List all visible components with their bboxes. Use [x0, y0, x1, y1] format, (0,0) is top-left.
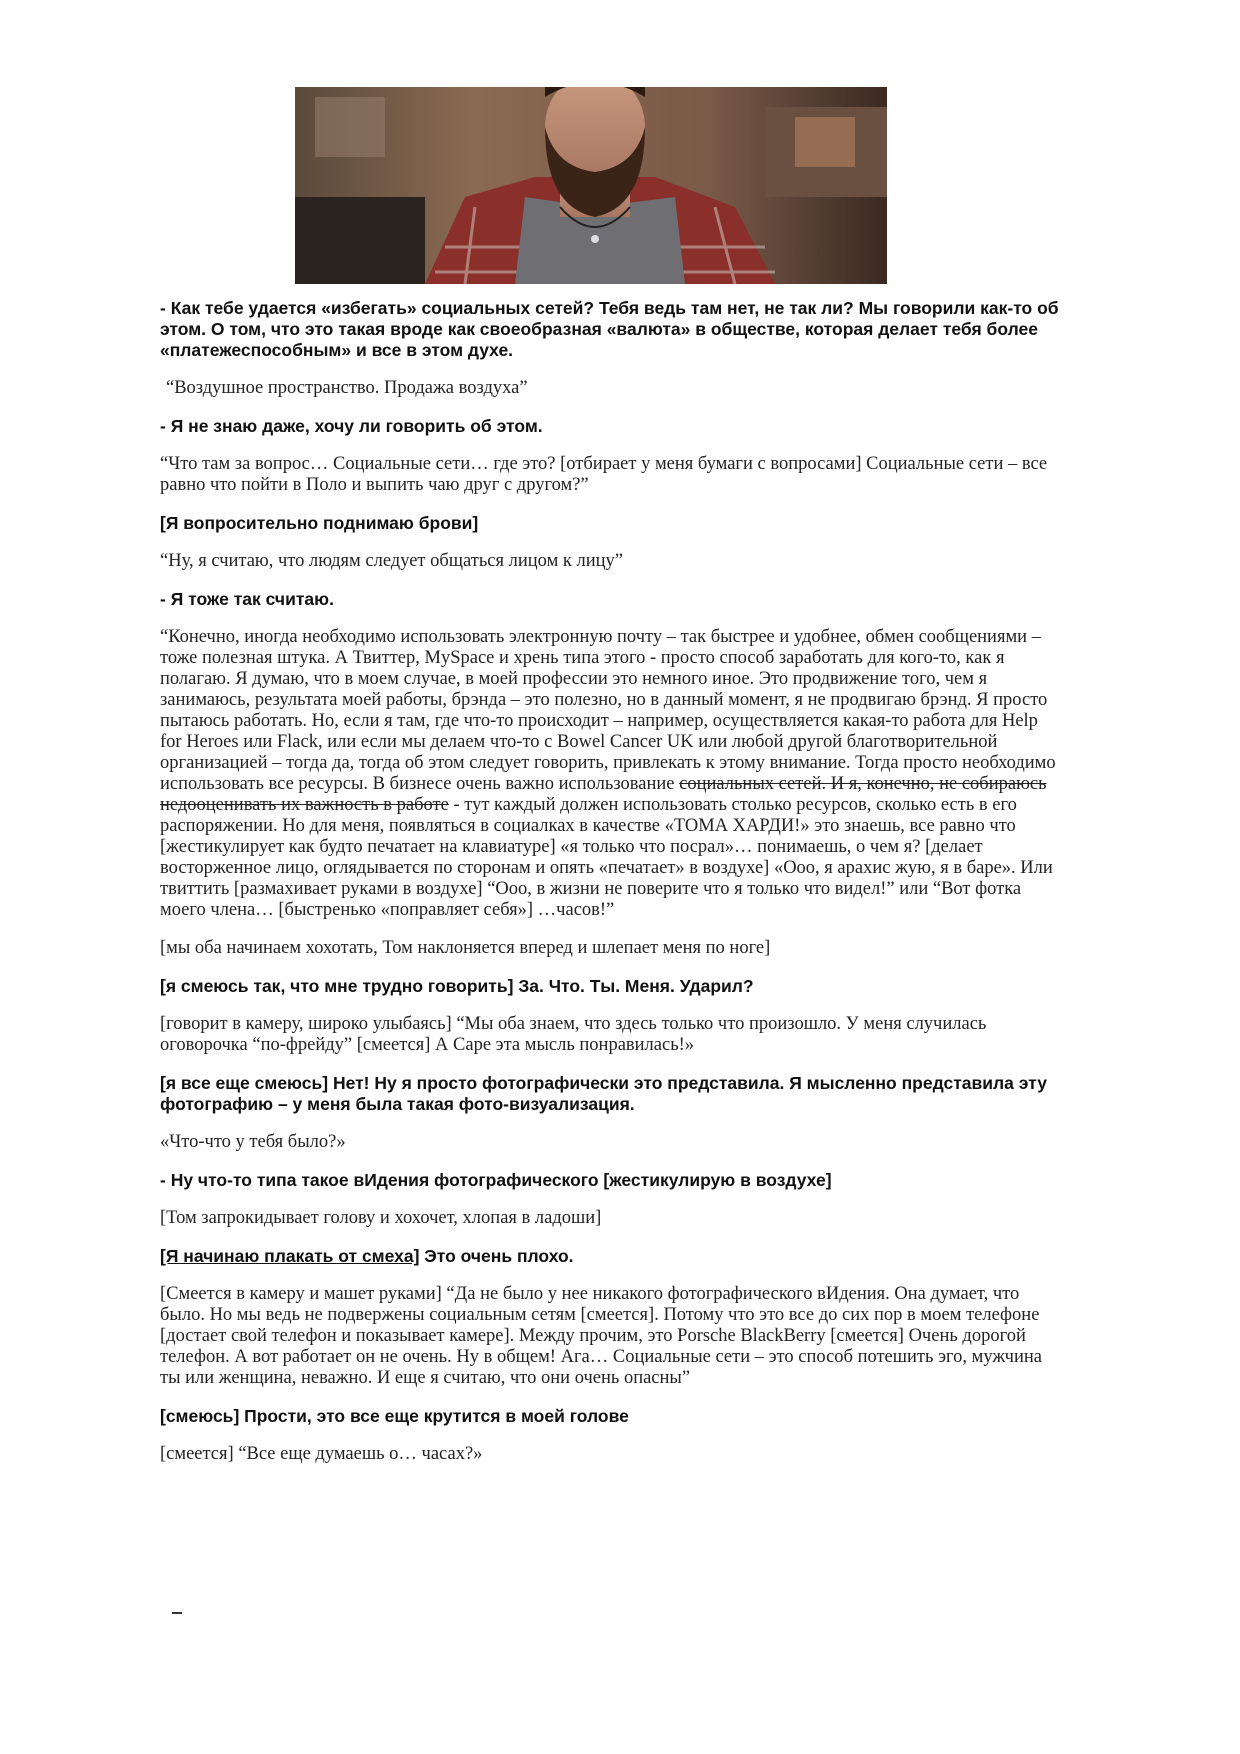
answer-paragraph: «Что-что у тебя было?» [160, 1132, 346, 1152]
answer-paragraph: “Ну, я считаю, что людям следует общаться лицом к лицу” [160, 551, 624, 571]
question-text-part: Это очень плохо. [419, 1246, 574, 1266]
answer-paragraph: “Что там за вопрос… Социальные сети… где это? [отбирает у меня бумаги с вопросами] Социальные сети – все равно что пойти в Поло и выпить чаю друг с другом?” [160, 454, 1048, 495]
answer-paragraph: [мы оба начинаем хохотать, Том наклоняется вперед и шлепает меня по ноге] [160, 938, 771, 958]
bearded-man-photo-icon [295, 87, 887, 284]
question-paragraph [160, 1246, 1060, 1267]
answer-paragraph: [говорит в камеру, широко улыбаясь] “Мы оба знаем, что здесь только что произошло. У меня случилась оговорочка “по-фрейду” [смеется] А Саре эта мысль понравилась!» [160, 1014, 987, 1055]
question-paragraph: - Я не знаю даже, хочу ли говорить об этом. [160, 416, 543, 436]
answer-text-part: - тут каждый должен использовать столько ресурсов, сколько есть в его распоряжении. Но для меня, появляться в социалках в качестве «ТОМА ХАРДИ!» это знаешь, все равно что [жестикулирует как будто печатает на клавиатуре] «я только что посрал»… понимаешь, о чем я? [делает восторженное лицо, оглядывается по сторонам и опять «печатает» в воздухе] «Ооо, я арахис жую, я в баре». Или твиттить [размахивает руками в воздухе] “Ооо, в жизни не поверите что я только что видел!” или “Вот фотка моего члена… [быстренько «поправляет себя»] …часов!” [160, 795, 1053, 920]
question-paragraph: - Я тоже так считаю. [160, 589, 334, 609]
interview-text [160, 298, 1060, 1482]
answer-paragraph: [Смеется в камеру и машет руками] “Да не было у нее никакого фотографического вИдения. Она думает, что было. Но мы ведь не подвержены социальным сетям [смеется]. Потому что это все до сих пор в моем телефоне [достает свой телефон и показывает камере]. Между прочим, это Porsche BlackBerry [смеется] Очень дорогой телефон. А вот работает он не очень. Ну в общем! Ага… Социальные сети – это способ потешить эго, мужчина ты или женщина, неважно. И еще я считаю, что они очень опасны” [160, 1284, 1042, 1388]
answer-paragraph: [Том запрокидывает голову и хохочет, хлопая в ладоши] [160, 1208, 602, 1228]
question-paragraph: - Как тебе удается «избегать» социальных сетей? Тебя ведь там нет, не так ли? Мы говорили как-то об этом. О том, что это такая вроде как своеобразная «валюта» в обществе, которая делает тебя более «платежеспособным» и все в этом духе. [160, 298, 1059, 360]
answer-paragraph-long [160, 627, 1060, 921]
question-paragraph: [я смеюсь так, что мне трудно говорить] За. Что. Ты. Меня. Ударил? [160, 976, 754, 996]
answer-text-part: “Конечно, иногда необходимо использовать электронную почту – так быстрее и удобнее, обмен сообщениями – тоже полезная штука. А Твиттер, MySpace и хрень типа этого - просто способ заработать для кого-то, как я полагаю. Я думаю, что в моем случае, в моей профессии это немного иное. Это продвижение того, чем я занимаюсь, результата моей работы, брэнда – это полезно, но в данный момент, я не продвигаю брэнд. Я просто пытаюсь работать. Но, если я там, где что-то происходит – например, осуществляется какая-то работа для Help for Heroes или Flack, или если мы делаем что-то с Bowel Cancer UK или любой другой благотворительной организацией – тогда да, тогда об этом следует говорить, привлекать к этому внимание. Тогда просто необходимо использовать все ресурсы. В бизнесе очень важно использование [160, 627, 1056, 794]
strikethrough-text: социальных сетей. И я, конечно, не собираюсь недооценивать их важность в работе [160, 774, 1047, 815]
question-paragraph: [я все еще смеюсь] Нет! Ну я просто фотографически это представила. Я мысленно представила эту фотографию – у меня была такая фото-визуализация. [160, 1073, 1047, 1114]
question-paragraph: [Я вопросительно поднимаю брови] [160, 513, 479, 533]
question-paragraph: [смеюсь] Прости, это все еще крутится в моей голове [160, 1406, 629, 1426]
trailing-dash [172, 1612, 182, 1614]
question-paragraph: - Ну что-то типа такое вИдения фотографического [жестикулирую в воздухе] [160, 1170, 832, 1190]
underlined-text: [Я начинаю плакать от смеха] [160, 1246, 420, 1266]
answer-paragraph: [смеется] “Все еще думаешь о… часах?» [160, 1444, 483, 1464]
answer-paragraph: “Воздушное пространство. Продажа воздуха” [166, 378, 528, 398]
interview-photo [295, 87, 887, 284]
